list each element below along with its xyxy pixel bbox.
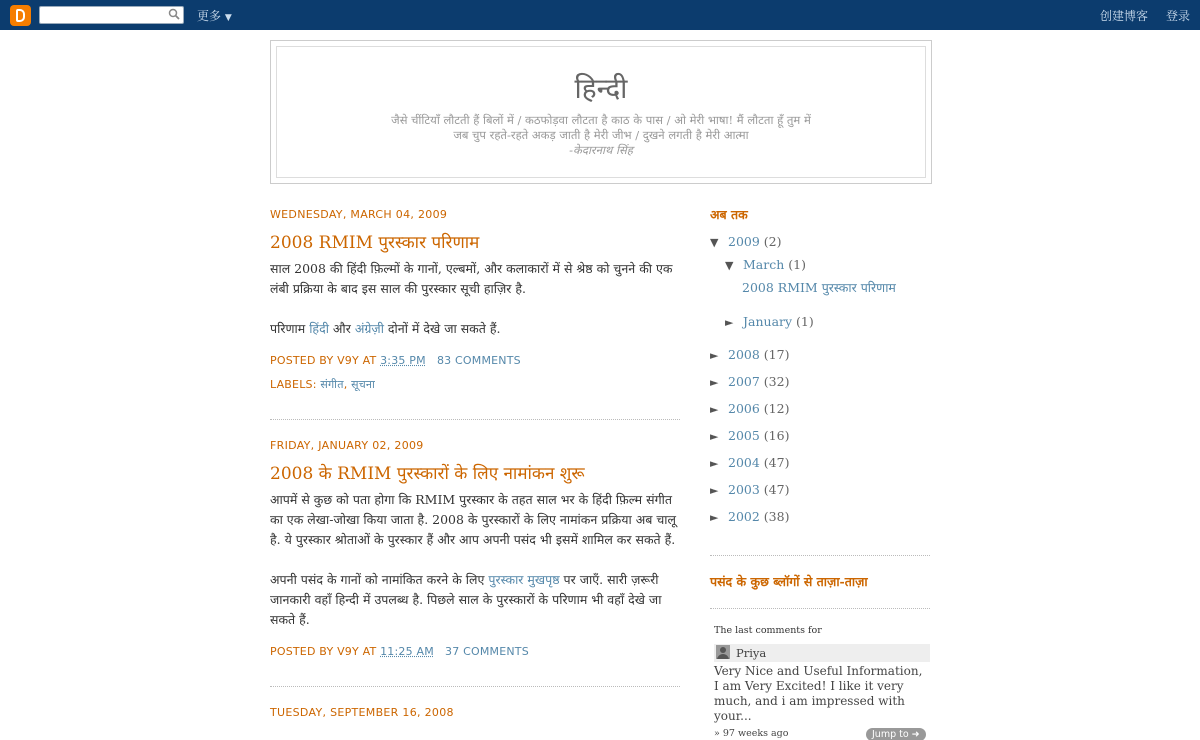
user-avatar-icon [716,645,730,659]
posted-by: POSTED BY V9Y AT [270,645,381,658]
expand-toggle-icon[interactable]: ► [710,484,719,497]
recent-comments-widget [710,625,930,740]
archive-year-link[interactable]: 2009 [728,234,760,249]
desc-author: -केदारनाथ सिंह [569,143,633,157]
main-column [270,205,680,723]
archive-count: (1) [796,314,814,329]
expand-toggle-icon[interactable]: ► [725,316,734,329]
comment-author[interactable]: Priya [736,646,767,660]
expand-toggle-icon[interactable]: ► [710,430,719,443]
archive-month-link[interactable]: March [743,257,785,272]
post-body [270,259,680,339]
more-label: 更多 [197,9,222,23]
comment-meta [714,728,930,740]
post-separator [270,419,680,420]
archive-post-item [710,275,930,301]
text: अपनी पसंद के गानों को नामांकित करने के लिए [270,572,489,587]
archive-title: अब तक [710,207,748,222]
archive-count: (16) [763,428,790,443]
comment-age: » 97 weeks ago [714,728,789,739]
archive-year-item [710,423,930,450]
post-title[interactable]: 2008 के RMIM पुरस्कारों के लिए नामांकन शुरू [270,464,585,484]
post [270,703,680,723]
archive-year-link[interactable]: 2004 [728,455,760,470]
post-title[interactable]: 2008 RMIM पुरस्कार परिणाम [270,233,480,253]
post-date: TUESDAY, SEPTEMBER 16, 2008 [270,706,454,719]
archive-year-item [710,450,930,477]
labels-prefix: LABELS: [270,378,321,391]
post-paragraph: आपमें से कुछ को पता होगा कि RMIM पुरस्कार के तहत साल भर के हिंदी फ़िल्म संगीत का एक लेखा-जोखा किया जाता है. 2008 के पुरस्कारों के लिए नामांकन प्रक्रिया अब चालू है. ये पुरस्कार श्रोताओं के पुरस्कार हैं और आप अपनी पसंद भी इसमें शामिल कर सकते हैं. [270,492,677,547]
post-separator [270,686,680,687]
archive-count: (12) [763,401,790,416]
post-date: FRIDAY, JANUARY 02, 2009 [270,439,424,452]
expand-toggle-icon[interactable]: ► [710,511,719,524]
post [270,205,680,397]
blog-header [270,40,932,184]
comment-author-bar [714,644,930,662]
post-paragraph [270,570,680,630]
comments-link[interactable]: 83 COMMENTS [436,354,521,367]
jump-to-button[interactable]: Jump to ➜ [866,728,926,740]
post-time-link[interactable]: 3:35 PM [380,354,426,367]
desc-line-2: जब चुप रहते-रहते अकड़ जाती है मेरी जीभ / दुखने लगती है मेरी आत्मा [453,128,749,142]
post-footer [270,349,680,373]
label-link[interactable]: सूचना [351,378,376,391]
sidebar-separator [710,608,930,609]
archive-year-item [710,477,930,504]
text: परिणाम [270,321,310,336]
post-date: WEDNESDAY, MARCH 04, 2009 [270,208,448,221]
hindi-results-link[interactable]: हिंदी [309,321,329,336]
text: दोनों में देखे जा सकते हैं. [383,321,501,336]
english-results-link[interactable]: अंग्रेज़ी [354,321,384,336]
archive-count: (2) [763,234,782,249]
archive-year-link[interactable]: 2002 [728,509,760,524]
post-footer [270,640,680,664]
archive-count: (17) [763,347,790,362]
expand-toggle-icon[interactable]: ► [710,376,719,389]
archive-year-item [710,369,930,396]
post [270,436,680,664]
blogs-widget-title: पसंद के कुछ ब्लॉगों से ताज़ा-ताज़ा [710,574,868,589]
expand-toggle-icon[interactable]: ► [710,403,719,416]
archive-count: (32) [763,374,790,389]
chevron-down-icon: ▼ [224,13,232,23]
archive-month-january [710,309,930,336]
label-separator: , [343,378,352,391]
search-icon[interactable] [168,8,180,20]
blog-header-inner [276,46,926,178]
more-menu-button[interactable] [197,7,232,24]
blog-archive [710,229,930,531]
expand-toggle-icon[interactable]: ► [710,457,719,470]
archive-count: (47) [763,482,790,497]
sidebar [710,205,930,740]
label-link[interactable]: संगीत [320,378,344,391]
post-labels [270,373,680,397]
blog-title[interactable]: हिन्दी [574,72,628,105]
posted-by: POSTED BY V9Y AT [270,354,381,367]
archive-year-link[interactable]: 2005 [728,428,760,443]
post-paragraph: साल 2008 की हिंदी फ़िल्मों के गानों, एल्बमों, और कलाकारों में से श्रेष्ठ को चुनने की एक लंबी प्रक्रिया के बाद इस साल की पुरस्कार सूची हाज़िर है. [270,261,673,296]
archive-year-link[interactable]: 2008 [728,347,760,362]
archive-year-link[interactable]: 2003 [728,482,760,497]
archive-count: (38) [763,509,790,524]
post-body [270,490,680,630]
archive-year-item [710,396,930,423]
archive-count: (1) [788,257,806,272]
create-blog-link[interactable]: 创建博客 [1100,9,1149,23]
archive-year-link[interactable]: 2007 [728,374,760,389]
text: पर जाएँ. सारी ज़रूरी जानकारी वहाँ हिन्दी में उपलब्ध है. पिछले साल के पुरस्कारों के परिणाम भी वहाँ देखे जा सकते हैं. [270,572,662,627]
blogger-navbar [0,0,1200,30]
comments-link[interactable]: 37 COMMENTS [445,645,529,658]
post-time-link[interactable]: 11:25 AM [380,645,434,658]
archive-month-link[interactable]: January [743,314,793,329]
search-input[interactable] [39,6,184,24]
desc-line-1: जैसे चींटियाँ लौटती हैं बिलों में / कठफोड़वा लौटता है काठ के पास / ओ मेरी भाषा! मैं लौटता हूँ तुम में [391,113,811,127]
archive-count: (47) [763,455,790,470]
archive-post-link[interactable]: 2008 RMIM पुरस्कार परिणाम [742,280,896,295]
archive-year-item [710,342,930,369]
archive-year-item [710,504,930,531]
text: और [328,321,355,336]
expand-toggle-icon[interactable]: ► [710,349,719,362]
post-paragraph [270,319,680,339]
archive-year-link[interactable]: 2006 [728,401,760,416]
collapse-toggle-icon[interactable]: ▼ [710,236,719,249]
awards-homepage-link[interactable]: पुरस्कार मुखपृष्ठ [488,572,560,587]
comments-widget-title: The last comments for [714,625,822,636]
collapse-toggle-icon[interactable]: ▼ [725,259,734,272]
comment-text: Very Nice and Useful Information, I am Very Excited! I like it very much, and i am impressed with your... [714,664,923,723]
login-link[interactable]: 登录 [1166,9,1191,23]
sidebar-separator [710,555,930,556]
blogger-logo-icon[interactable] [10,5,31,26]
blog-description [277,113,925,158]
